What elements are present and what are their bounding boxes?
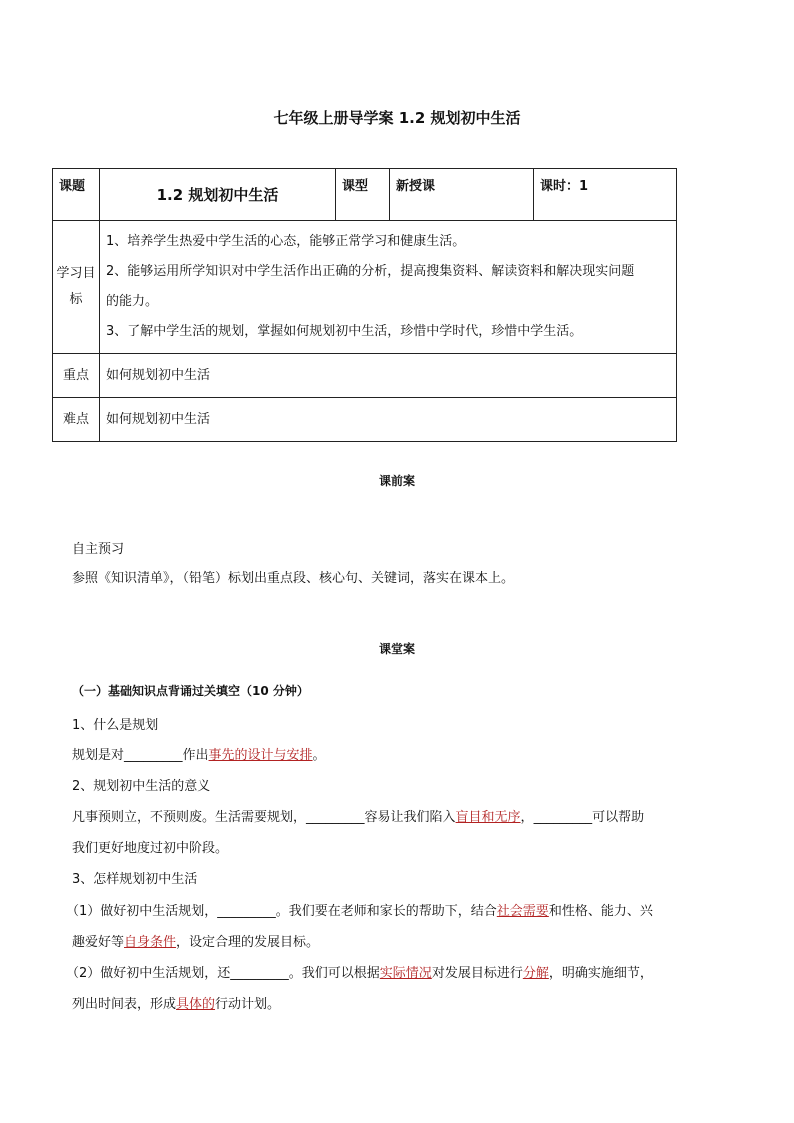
fill-blank[interactable]: _________: [533, 810, 593, 825]
question-3-1-text-cont: 趣爱好等自身条件，设定合理的发展目标。: [72, 935, 320, 950]
goal-item: 2、能够运用所学知识对中学生活作出正确的分析，提高搜集资料、解读资料和解决现实问题: [106, 264, 635, 279]
goal-label: [53, 221, 100, 354]
answer-text: 分解: [522, 966, 549, 981]
answer-text: 具体的: [176, 997, 216, 1012]
preview-label: 自主预习: [72, 542, 125, 557]
table-row-goals: [53, 221, 677, 354]
fill-blank[interactable]: _________: [306, 810, 365, 825]
fill-blank[interactable]: _________: [217, 904, 276, 919]
topic-value: 1.2 规划初中生活: [100, 169, 336, 221]
answer-text: 盲目和无序: [455, 810, 521, 825]
key-label: 重点: [53, 354, 100, 398]
question-1-title: 1、什么是规划: [72, 718, 159, 733]
question-1-text: 规划是对_________作出事先的设计与安排。: [72, 748, 326, 763]
question-2-title: 2、规划初中生活的意义: [72, 779, 211, 794]
topic-label: 课题: [53, 169, 100, 221]
table-row-difficulty: [53, 398, 677, 442]
goal-item: 1、培养学生热爱中学生活的心态，能够正常学习和健康生活。: [106, 234, 466, 249]
type-value: 新授课: [390, 169, 534, 221]
goal-item: 的能力。: [106, 294, 159, 309]
difficulty-label: 难点: [53, 398, 100, 442]
key-value: 如何规划初中生活: [100, 354, 677, 398]
question-3-2-text: （2）做好初中生活规划，还_________。我们可以根据实际情况对发展目标进行分解，明确实施细节，: [66, 966, 653, 981]
table-row-topic: [53, 169, 677, 221]
preview-instruction: 参照《知识清单》，（铅笔）标划出重点段、核心句、关键词，落实在课本上。: [72, 571, 515, 586]
answer-text: 事先的设计与安排: [208, 748, 313, 763]
answer-text: 自身条件: [124, 935, 177, 950]
difficulty-value: 如何规划初中生活: [100, 398, 677, 442]
question-3-title: 3、怎样规划初中生活: [72, 872, 198, 887]
answer-text: 社会需要: [496, 904, 549, 919]
question-3-2-text-cont: 列出时间表，形成具体的行动计划。: [72, 997, 281, 1012]
fill-blank[interactable]: _________: [124, 748, 183, 763]
goal-list: [100, 221, 677, 354]
question-2-text: 凡事预则立，不预则废。生活需要规划，_________容易让我们陷入盲目和无序，_________可以帮助: [72, 810, 645, 825]
type-label: 课型: [336, 169, 390, 221]
goal-label-text: 学习目标: [56, 266, 96, 307]
goal-item: 3、了解中学生活的规划，掌握如何规划初中生活，珍惜中学时代，珍惜中学生活。: [106, 324, 583, 339]
in-class-heading: 课堂案: [378, 642, 415, 656]
pre-class-heading: 课前案: [378, 474, 415, 488]
document-title: 七年级上册导学案 1.2 规划初中生活: [273, 109, 521, 127]
question-2-text-cont: 我们更好地度过初中阶段。: [72, 841, 229, 856]
fill-blank[interactable]: _________: [230, 966, 289, 981]
lesson-info-table: [52, 168, 677, 442]
hours-label: 课时：1: [534, 169, 677, 221]
answer-text: 实际情况: [379, 966, 432, 981]
section-1-heading: （一）基础知识点背诵过关填空（10 分钟）: [72, 684, 309, 698]
table-row-key: [53, 354, 677, 398]
question-3-1-text: （1）做好初中生活规划，_________。我们要在老师和家长的帮助下，结合社会需要和性格、能力、兴: [66, 904, 653, 919]
